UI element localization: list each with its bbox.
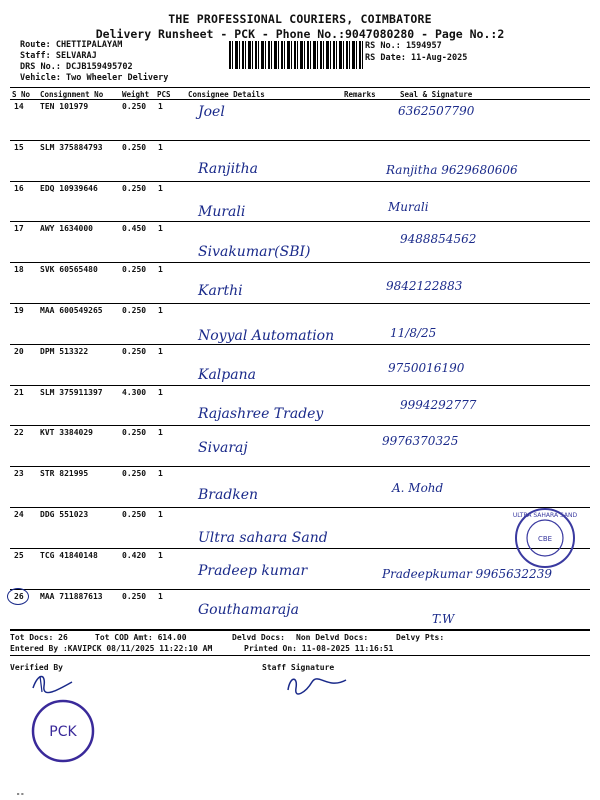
delivery-points: Delvy Pts: (396, 633, 445, 642)
row-sno: 24 (14, 510, 24, 519)
row-consignee-name: Pradeep kumar (198, 562, 308, 579)
row-consignee-name: Noyyal Automation (198, 328, 335, 344)
row-weight: 0.250 (122, 142, 147, 152)
row-pcs: 1 (158, 510, 163, 519)
row-divider (10, 181, 590, 182)
total-cod: Tot COD Amt: 614.00 (95, 633, 187, 642)
row-signature: Ranjitha 9629680606 (386, 162, 518, 177)
row-pcs: 1 (158, 183, 163, 193)
circled-sno-mark (7, 588, 29, 605)
row-consignment-no: MAA 711887613 (40, 591, 103, 601)
row-weight: 0.450 (122, 224, 147, 234)
row-consignment-no: SLM 375911397 (40, 387, 103, 397)
svg-text:PCK: PCK (49, 724, 77, 740)
company-seal (512, 505, 578, 571)
row-pcs: 1 (158, 142, 163, 152)
row-signature: 9750016190 (388, 360, 465, 375)
staff-signature-label: Staff Signature (262, 663, 335, 672)
row-consignment-no: SVK 60565480 (40, 265, 98, 275)
row-weight: 0.250 (122, 102, 147, 111)
row-signature: 9842122883 (386, 279, 463, 294)
row-weight: 0.250 (122, 265, 147, 275)
printed-on: Printed On: 11-08-2025 11:16:51 (244, 644, 394, 653)
delivered-docs: Delvd Docs: (232, 633, 285, 642)
verified-signature (28, 668, 78, 696)
row-signature: 9976370325 (382, 434, 459, 449)
col-consignment: Consignment No (40, 90, 104, 99)
svg-text:ULTRA SAHARA SAND: ULTRA SAHARA SAND (512, 512, 578, 519)
row-signature: 9488854562 (400, 232, 477, 247)
row-weight: 0.250 (122, 428, 147, 438)
row-consignee-name: Joel (198, 104, 225, 120)
row-consignment-no: TCG 41840148 (40, 550, 98, 560)
col-seal: Seal & Signature (400, 90, 473, 99)
row-signature: Murali (388, 199, 429, 214)
row-sno: 18 (14, 265, 24, 275)
row-pcs: 1 (158, 591, 163, 601)
row-pcs: 1 (158, 346, 163, 356)
row-divider (10, 385, 590, 386)
row-consignee-name: Kalpana (198, 366, 256, 383)
row-pcs: 1 (158, 265, 163, 275)
company-title: THE PROFESSIONAL COURIERS, COIMBATORE (168, 12, 432, 26)
row-consignment-no: SLM 375884793 (40, 142, 103, 152)
rs-date: RS Date: 11-Aug-2025 (365, 53, 468, 63)
verified-by-label: Verified By (10, 663, 63, 672)
row-divider (10, 589, 590, 590)
row-weight: 0.250 (122, 591, 147, 601)
row-signature: T.W (432, 611, 455, 626)
row-signature: Pradeepkumar 9965632239 (382, 566, 552, 581)
row-sno: 16 (14, 183, 24, 193)
row-weight: 4.300 (122, 387, 147, 397)
row-consignee-name: Sivakumar(SBI) (198, 244, 311, 261)
row-consignment-no: DPM 513322 (40, 346, 89, 356)
divider (10, 87, 590, 88)
row-sno: 22 (14, 428, 24, 438)
row-consignee-name: Gouthamaraja (198, 601, 299, 618)
vehicle: Vehicle: Two Wheeler Delivery (20, 73, 169, 83)
col-pcs: PCS (157, 90, 171, 99)
total-docs: Tot Docs: 26 (10, 633, 68, 642)
row-signature: 11/8/25 (390, 326, 437, 340)
row-sno: 15 (14, 142, 24, 152)
drs-number: DRS No.: DCJB159495702 (20, 62, 133, 72)
row-divider (10, 221, 590, 222)
row-sno: 19 (14, 306, 24, 315)
page-mark: -- (16, 790, 25, 798)
row-consignee-name: Murali (198, 203, 246, 220)
row-consignee-name: Ranjitha (198, 160, 259, 177)
row-consignment-no: KVT 3384029 (40, 428, 93, 438)
row-divider (10, 425, 590, 426)
row-pcs: 1 (158, 550, 163, 560)
route: Route: CHETTIPALAYAM (20, 40, 123, 50)
row-sno: 25 (14, 550, 24, 560)
row-sno: 17 (14, 224, 24, 234)
row-consignee-name: Bradken (198, 487, 259, 504)
row-weight: 0.250 (122, 183, 147, 193)
row-sno: 14 (14, 102, 24, 111)
rs-number: RS No.: 1594957 (365, 41, 442, 51)
row-weight: 0.250 (122, 306, 147, 315)
row-divider (10, 303, 590, 304)
row-consignment-no: AWY 1634000 (40, 224, 93, 234)
row-signature: 6362507790 (398, 104, 475, 118)
barcode (229, 41, 363, 69)
row-divider (10, 548, 590, 549)
staff: Staff: SELVARAJ (20, 51, 97, 61)
row-pcs: 1 (158, 469, 163, 479)
row-pcs: 1 (158, 428, 163, 438)
divider (10, 655, 590, 656)
col-sno: S No (12, 90, 31, 99)
row-consignee-name: Ultra sahara Sand (198, 530, 328, 546)
row-pcs: 1 (158, 306, 163, 315)
row-consignment-no: MAA 600549265 (40, 306, 103, 315)
row-divider (10, 344, 590, 345)
row-divider (10, 262, 590, 263)
col-weight: Weight (122, 90, 150, 99)
row-pcs: 1 (158, 224, 163, 234)
runsheet-subtitle: Delivery Runsheet - PCK - Phone No.:9047080280 - Page No.:2 (95, 27, 505, 41)
row-weight: 0.250 (122, 469, 147, 479)
row-consignment-no: DDG 551023 (40, 510, 89, 519)
row-divider (10, 140, 590, 141)
col-remarks: Remarks (344, 90, 376, 99)
divider (10, 99, 590, 100)
svg-text:CBE: CBE (537, 535, 553, 543)
row-divider (10, 507, 590, 508)
staff-signature (282, 672, 352, 698)
row-weight: 0.420 (122, 550, 147, 560)
row-pcs: 1 (158, 102, 163, 111)
non-delivered-docs: Non Delvd Docs: (296, 633, 369, 642)
row-sno: 20 (14, 346, 24, 356)
row-signature: A. Mohd (392, 481, 444, 496)
row-sno: 23 (14, 469, 24, 479)
row-pcs: 1 (158, 387, 163, 397)
row-weight: 0.250 (122, 346, 147, 356)
col-consignee: Consignee Details (188, 90, 265, 99)
row-consignment-no: STR 821995 (40, 469, 89, 479)
pck-stamp (30, 698, 96, 764)
row-divider (10, 466, 590, 467)
row-consignee-name: Rajashree Tradey (198, 405, 324, 422)
divider (10, 630, 590, 631)
row-sno: 21 (14, 387, 24, 397)
row-weight: 0.250 (122, 510, 147, 519)
row-consignment-no: TEN 101979 (40, 102, 89, 111)
entered-by: Entered By :KAVIPCK 08/11/2025 11:22:10 AM (10, 644, 213, 653)
row-consignee-name: Sivaraj (198, 440, 248, 457)
row-signature: 9994292777 (400, 397, 477, 412)
row-consignment-no: EDQ 10939646 (40, 183, 98, 193)
row-sno: 26 (14, 591, 24, 601)
row-consignee-name: Karthi (198, 283, 243, 300)
